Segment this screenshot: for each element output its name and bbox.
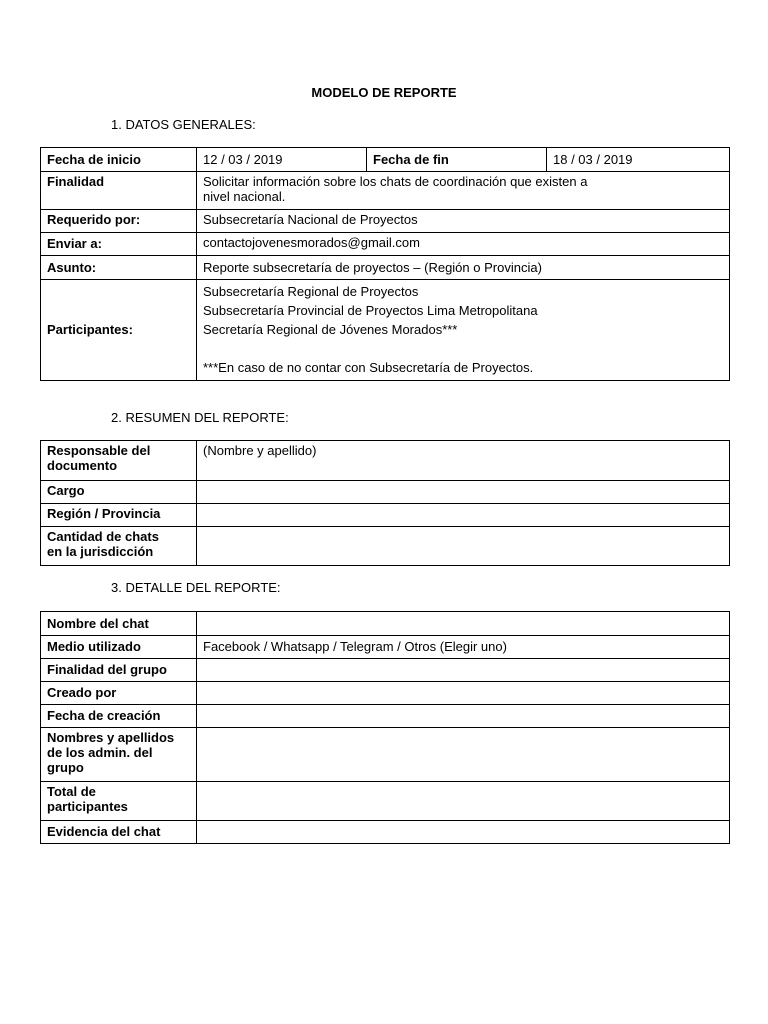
region-value xyxy=(197,504,730,527)
table-row xyxy=(41,682,730,705)
table-row xyxy=(41,210,730,233)
requerido-label: Requerido por: xyxy=(41,210,197,233)
table-row xyxy=(41,659,730,682)
cantidad-label-line-2: en la jurisdicción xyxy=(47,544,154,559)
cargo-value xyxy=(197,481,730,504)
fecha-inicio-value: 12 / 03 / 2019 xyxy=(197,148,367,172)
table-row xyxy=(41,148,730,172)
section-heading-detalle: 3. DETALLE DEL REPORTE: xyxy=(111,580,281,595)
medio-value: Facebook / Whatsapp / Telegram / Otros (Elegir uno) xyxy=(197,636,730,659)
fecha-fin-value: 18 / 03 / 2019 xyxy=(547,148,730,172)
responsable-label-line-1: Responsable del xyxy=(47,443,151,458)
participante-item: Secretaría Regional de Jóvenes Morados*** xyxy=(203,322,458,337)
fecha-creacion-label: Fecha de creación xyxy=(41,705,197,728)
table-row xyxy=(41,504,730,527)
cantidad-label-line-1: Cantidad de chats xyxy=(47,529,159,544)
fecha-inicio-label: Fecha de inicio xyxy=(41,148,197,172)
table-row xyxy=(41,821,730,844)
spacer xyxy=(203,339,723,358)
finalidad-label: Finalidad xyxy=(41,172,197,210)
enviar-label: Enviar a: xyxy=(41,233,197,256)
total-label-line-1: Total de xyxy=(47,784,96,799)
finalidad-line-2: nivel nacional. xyxy=(203,189,286,204)
requerido-value: Subsecretaría Nacional de Proyectos xyxy=(197,210,730,233)
table-row xyxy=(41,233,730,256)
table-row xyxy=(41,782,730,821)
finalidad-value xyxy=(197,172,730,210)
document-title: MODELO DE REPORTE xyxy=(311,85,457,100)
table-row xyxy=(41,441,730,481)
nombre-chat-value xyxy=(197,612,730,636)
total-label xyxy=(41,782,197,821)
table-row xyxy=(41,172,730,210)
finalidad-line-1: Solicitar información sobre los chats de coordinación que existen a xyxy=(203,174,588,189)
admins-label xyxy=(41,728,197,782)
datos-generales-table xyxy=(40,147,730,381)
admins-label-line-3: grupo xyxy=(47,760,84,775)
region-label: Región / Provincia xyxy=(41,504,197,527)
nombre-chat-label: Nombre del chat xyxy=(41,612,197,636)
responsable-value: (Nombre y apellido) xyxy=(197,441,730,481)
table-row xyxy=(41,280,730,381)
participantes-label: Participantes: xyxy=(41,280,197,381)
responsable-label-line-2: documento xyxy=(47,458,118,473)
fecha-fin-label: Fecha de fin xyxy=(367,148,547,172)
admins-value xyxy=(197,728,730,782)
creado-label: Creado por xyxy=(41,682,197,705)
asunto-value: Reporte subsecretaría de proyectos – (Región o Provincia) xyxy=(197,256,730,280)
table-row xyxy=(41,705,730,728)
resumen-table xyxy=(40,440,730,566)
total-value xyxy=(197,782,730,821)
admins-label-line-2: de los admin. del xyxy=(47,745,153,760)
creado-value xyxy=(197,682,730,705)
table-row xyxy=(41,636,730,659)
participantes-note: ***En caso de no contar con Subsecretaría de Proyectos. xyxy=(203,360,534,375)
finalidad-grupo-label: Finalidad del grupo xyxy=(41,659,197,682)
responsable-label xyxy=(41,441,197,481)
asunto-label: Asunto: xyxy=(41,256,197,280)
table-row xyxy=(41,256,730,280)
medio-label: Medio utilizado xyxy=(41,636,197,659)
detalle-table xyxy=(40,611,730,844)
participante-item: Subsecretaría Provincial de Proyectos Lima Metropolitana xyxy=(203,303,538,318)
evidencia-label: Evidencia del chat xyxy=(41,821,197,844)
cantidad-value xyxy=(197,527,730,566)
table-row xyxy=(41,527,730,566)
evidencia-value xyxy=(197,821,730,844)
participante-item: Subsecretaría Regional de Proyectos xyxy=(203,284,419,299)
cantidad-label xyxy=(41,527,197,566)
section-heading-resumen: 2. RESUMEN DEL REPORTE: xyxy=(111,410,289,425)
cargo-label: Cargo xyxy=(41,481,197,504)
fecha-creacion-value xyxy=(197,705,730,728)
admins-label-line-1: Nombres y apellidos xyxy=(47,730,175,745)
participantes-value xyxy=(197,280,730,381)
finalidad-grupo-value xyxy=(197,659,730,682)
section-heading-datos-generales: 1. DATOS GENERALES: xyxy=(111,117,256,132)
table-row xyxy=(41,612,730,636)
table-row xyxy=(41,481,730,504)
total-label-line-2: participantes xyxy=(47,799,128,814)
table-row xyxy=(41,728,730,782)
enviar-value: contactojovenesmorados@gmail.com xyxy=(197,233,730,256)
